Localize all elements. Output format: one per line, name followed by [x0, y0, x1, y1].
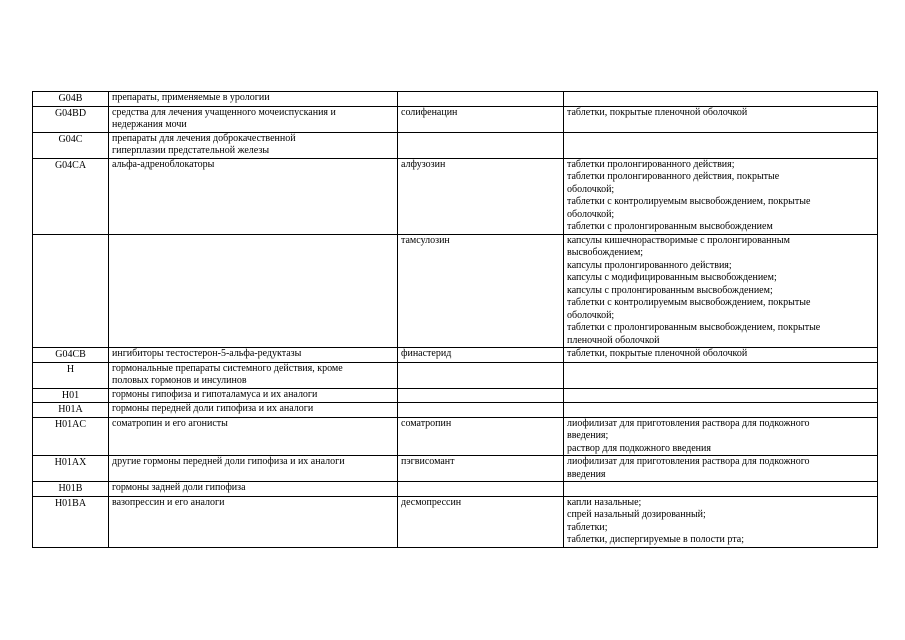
dosage-form-line: таблетки, диспергируемые в полости рта; — [567, 534, 744, 545]
atc-code-cell: G04BD — [33, 106, 109, 132]
atc-code-cell: H01AX — [33, 456, 109, 482]
atc-code-cell — [33, 234, 109, 348]
dosage-form-line: капсулы с модифицированным высвобождением; — [567, 272, 777, 283]
group-description-line: недержания мочи — [112, 119, 187, 130]
group-description-cell — [109, 362, 398, 388]
dosage-form-line: оболочкой; — [567, 208, 615, 220]
dosage-form-cell — [564, 132, 878, 158]
group-description-cell — [109, 496, 398, 547]
group-description-line: средства для лечения учащенного мочеиспускания и — [112, 106, 336, 118]
group-description-line: гормоны передней доли гипофиза и их аналоги — [112, 403, 314, 414]
dosage-form-line: лиофилизат для приготовления раствора для подкожного — [567, 417, 810, 429]
dosage-form-line: таблетки, покрытые пленочной оболочкой — [567, 106, 748, 118]
atc-code-cell: H01AC — [33, 417, 109, 456]
drug-name-cell — [398, 92, 564, 107]
group-description-cell — [109, 158, 398, 234]
table-row — [33, 348, 878, 363]
dosage-form-line: введения; — [567, 430, 609, 441]
table-row — [33, 234, 878, 348]
group-description-line: гормоны гипофиза и гипоталамуса и их аналоги — [112, 388, 318, 400]
drug-name-cell — [398, 132, 564, 158]
dosage-form-line: таблетки с контролируемым высвобождением, покрытые — [567, 196, 811, 207]
dosage-form-cell — [564, 482, 878, 497]
drug-name-cell — [398, 456, 564, 482]
dosage-form-cell — [564, 362, 878, 388]
dosage-form-cell — [564, 348, 878, 363]
dosage-form-line: раствор для подкожного введения — [567, 442, 711, 454]
dosage-form-line: капсулы пролонгированного действия; — [567, 259, 732, 271]
dosage-form-cell — [564, 417, 878, 456]
drug-classification-table — [32, 91, 878, 548]
dosage-form-line: введения — [567, 468, 606, 480]
dosage-form-cell — [564, 106, 878, 132]
dosage-form-line: таблетки с контролируемым высвобождением, покрытые — [567, 297, 811, 308]
atc-code-cell: G04B — [33, 92, 109, 107]
drug-name: финастерид — [401, 348, 452, 359]
group-description-line: альфа-адреноблокаторы — [112, 158, 215, 170]
group-description-line: гормоны задней доли гипофиза — [112, 482, 246, 493]
dosage-form-line: таблетки с пролонгированным высвобождением — [567, 221, 773, 232]
dosage-form-line: таблетки, покрытые пленочной оболочкой — [567, 348, 748, 359]
dosage-form-cell — [564, 158, 878, 234]
dosage-form-line: таблетки пролонгированного действия, покрытые — [567, 171, 780, 182]
dosage-form-line: оболочкой; — [567, 309, 615, 321]
drug-name-cell — [398, 158, 564, 234]
dosage-form-line: лиофилизат для приготовления раствора для подкожного — [567, 456, 810, 467]
dosage-form-line: спрей назальный дозированный; — [567, 509, 706, 520]
dosage-form-line: таблетки с пролонгированным высвобождением, покрытые — [567, 322, 821, 333]
drug-name-cell — [398, 234, 564, 348]
table-row — [33, 417, 878, 456]
group-description-cell — [109, 482, 398, 497]
drug-name: алфузозин — [401, 158, 446, 170]
atc-code-cell: G04CB — [33, 348, 109, 363]
table-row — [33, 388, 878, 403]
table-row — [33, 403, 878, 418]
drug-name-cell — [398, 388, 564, 403]
group-description-line: препараты для лечения доброкачественной — [112, 132, 296, 144]
group-description-cell — [109, 456, 398, 482]
drug-name-cell — [398, 496, 564, 547]
atc-code-cell: G04CA — [33, 158, 109, 234]
drug-name: соматропин — [401, 417, 452, 429]
dosage-form-line: оболочкой; — [567, 183, 615, 195]
group-description-line: гиперплазии предстательной железы — [112, 145, 270, 156]
drug-name: тамсулозин — [401, 234, 450, 246]
dosage-form-line: пленочной оболочкой — [567, 334, 660, 346]
dosage-form-line: высвобождением; — [567, 247, 644, 258]
group-description-cell — [109, 132, 398, 158]
atc-code-cell: H01B — [33, 482, 109, 497]
group-description-cell — [109, 234, 398, 348]
group-description-line: вазопрессин и его аналоги — [112, 496, 225, 508]
drug-name-cell — [398, 417, 564, 456]
atc-code-cell: H — [33, 362, 109, 388]
dosage-form-line: капсулы кишечнорастворимые с пролонгированным — [567, 234, 790, 246]
group-description-cell — [109, 403, 398, 418]
atc-code-cell: G04C — [33, 132, 109, 158]
atc-code-cell: H01BA — [33, 496, 109, 547]
group-description-line: другие гормоны передней доли гипофиза и их аналоги — [112, 456, 345, 467]
dosage-form-cell — [564, 234, 878, 348]
table-row — [33, 456, 878, 482]
table-row — [33, 132, 878, 158]
dosage-form-cell — [564, 403, 878, 418]
group-description-line: гормональные препараты системного действия, кроме — [112, 362, 343, 374]
dosage-form-line: таблетки; — [567, 521, 608, 533]
group-description-cell — [109, 92, 398, 107]
table-row — [33, 482, 878, 497]
drug-name-cell — [398, 482, 564, 497]
dosage-form-line: таблетки пролонгированного действия; — [567, 158, 735, 170]
dosage-form-line: капли назальные; — [567, 496, 642, 508]
table-body — [33, 92, 878, 548]
group-description-cell — [109, 388, 398, 403]
dosage-form-cell — [564, 92, 878, 107]
group-description-line: соматропин и его агонисты — [112, 417, 228, 429]
drug-name-cell — [398, 106, 564, 132]
group-description-cell — [109, 417, 398, 456]
table-row — [33, 158, 878, 234]
drug-name-cell — [398, 362, 564, 388]
drug-name: солифенацин — [401, 106, 458, 118]
table-row — [33, 496, 878, 547]
table-row — [33, 92, 878, 107]
atc-code-cell: H01A — [33, 403, 109, 418]
drug-name-cell — [398, 348, 564, 363]
table-row — [33, 106, 878, 132]
dosage-form-cell — [564, 388, 878, 403]
group-description-line: половых гормонов и инсулинов — [112, 375, 247, 386]
drug-name: десмопрессин — [401, 496, 462, 508]
dosage-form-line: капсулы с пролонгированным высвобождением; — [567, 284, 773, 296]
group-description-cell — [109, 348, 398, 363]
group-description-line: ингибиторы тестостерон-5-альфа-редуктазы — [112, 348, 302, 359]
group-description-cell — [109, 106, 398, 132]
dosage-form-cell — [564, 456, 878, 482]
drug-name: пэгвисомант — [401, 456, 455, 467]
drug-name-cell — [398, 403, 564, 418]
atc-code-cell: H01 — [33, 388, 109, 403]
table-row — [33, 362, 878, 388]
dosage-form-cell — [564, 496, 878, 547]
group-description-line: препараты, применяемые в урологии — [112, 92, 270, 103]
